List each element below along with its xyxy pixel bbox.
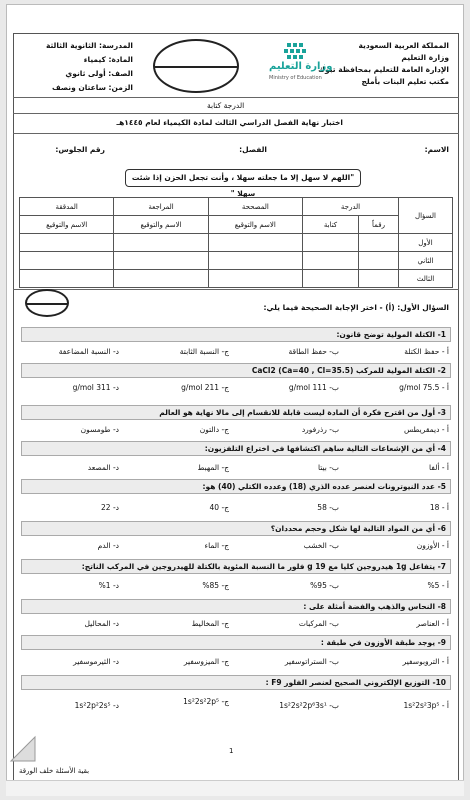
question-2: 2- الكتلة المولية للمركب CaCl2 (Ca=40 , Cl=35.5) [21, 363, 451, 378]
grade-circle-top [153, 39, 239, 93]
q1-option-a: أ - حفظ الكتلة [404, 347, 449, 356]
row-third: الثالث [399, 270, 453, 288]
page-number: 1 [229, 747, 234, 755]
q10-option-b: ب- 1s²2s²2p⁶3s¹ [279, 701, 339, 710]
grades-table [19, 197, 453, 288]
header-line-1: المملكة العربية السعودية [358, 41, 449, 50]
student-name-label: الاسم: [424, 145, 449, 154]
q4-option-a: أ - ألفا [428, 463, 449, 472]
question-7: 7- يتفاعل 1g هيدروجين كليا مع 19 g فلور ما النسبة المئوية بالكتلة للهيدروجين في المركب الناتج: [21, 559, 451, 574]
q2-option-d: د- 311 g/mol [72, 383, 119, 392]
page-curl-icon [9, 735, 37, 763]
logo-subtext: Ministry of Education [269, 75, 322, 81]
q3-option-a: أ - ديمقريطس [403, 425, 449, 434]
motto-box: "اللهم لا سهل إلا ما جعلته سهلا ، وأنت تجعل الحزن إذا شئت سهلا " [125, 169, 361, 187]
exam-page [6, 4, 464, 796]
row-first: الأول [399, 234, 453, 252]
header-line-2: وزارة التعليم [401, 53, 449, 62]
class-label: الفصل: [239, 145, 267, 154]
writing-header: كتابة [303, 216, 359, 234]
q9-option-b: ب- الستراتوسفير [284, 657, 339, 666]
corrector-header: المصححة [208, 198, 302, 216]
question-5: 5- عدد النيوترونات لعنصر عدده الذري (18) وعدده الكتلي (40) هو: [21, 479, 451, 494]
corrector-sig-header: الاسم والتوقيع [208, 216, 302, 234]
q4-option-d: د- المصعد [87, 463, 119, 472]
grade-circle-question [25, 289, 69, 317]
q6-option-b: ب- الخشب [303, 541, 339, 550]
q1-option-d: د- النسبة المضاعفة [58, 347, 119, 356]
q3-option-b: ب- رذرفورد [301, 425, 339, 434]
question-6: 6- أي من المواد التالية لها شكل وحجم محددان؟ [21, 521, 451, 536]
score-header: الدرجة [303, 198, 399, 216]
q5-option-d: د- 22 [101, 503, 119, 512]
q5-option-a: أ - 18 [429, 503, 449, 512]
question-9: 9- يوجد طبقة الأوزون في طبقة : [21, 635, 451, 650]
header-line-3: الإدارة العامة للتعليم بمحافظة تبوك [318, 65, 449, 74]
grade-label: الصف: أولى ثانوي [65, 69, 133, 78]
q5-option-b: ب- 58 [317, 503, 339, 512]
question-1: 1- الكتلة المولية توضح قانون: [21, 327, 451, 342]
logo-text: وزارة التعليم [269, 61, 333, 72]
question-3: 3- أول من اقترح فكرة أن المادة ليست قابلة للانقسام إلى مالا نهاية هو العالم [21, 405, 451, 420]
seat-number-label: رقم الجلوس: [55, 145, 105, 154]
q4-option-c: ج- المهبط [197, 463, 229, 472]
q9-option-c: ج- الميزوسفير [183, 657, 229, 666]
question-header: السؤال [399, 198, 453, 234]
digits-header: رقماً [359, 216, 399, 234]
q1-option-b: ب- حفظ الطاقة [288, 347, 339, 356]
q7-option-b: ب- 95% [310, 581, 339, 590]
q9-option-a: أ - التروبوسفير [402, 657, 449, 666]
row-second: الثاني [399, 252, 453, 270]
q2-option-a: أ - 75.5 g/mol [399, 383, 449, 392]
written-grade-label: الدرجة كتابة [207, 101, 245, 110]
q7-option-d: د- 1% [98, 581, 119, 590]
question-8: 8- النحاس والذهب والفضة أمثلة على : [21, 599, 451, 614]
q8-option-b: ب- المركبات [298, 619, 339, 628]
q2-option-b: ب- 111 g/mol [288, 383, 339, 392]
checker-sig-header: الاسم والتوقيع [20, 216, 114, 234]
time-label: الزمن: ساعتان ونصف [51, 83, 133, 92]
q8-option-d: د- المحاليل [84, 619, 119, 628]
q4-option-b: ب- بيتا [317, 463, 339, 472]
subject-label: المادة: كيمياء [83, 55, 133, 64]
q6-option-d: د- الدم [97, 541, 119, 550]
reviewer-header: المراجعة [114, 198, 208, 216]
q9-option-d: د- الثيرموسفير [73, 657, 119, 666]
exam-title: اختبار نهاية الفصل الدراسي الثالث لمادة الكيمياء لعام ١٤٤٥هـ [116, 118, 343, 127]
q5-option-c: ج- 40 [209, 503, 229, 512]
q10-option-d: د- 1s²2p²2s⁵ [74, 701, 119, 710]
reviewer-sig-header: الاسم والتوقيع [114, 216, 208, 234]
question-10: 10- التوزيع الإلكتروني الصحيح لعنصر الفلور F9 : [21, 675, 451, 690]
header-line-4: مكتب تعليم البنات بأملج [361, 77, 449, 86]
next-page-strip [6, 780, 464, 796]
q10-option-c: ج- 1s²2s²2p⁵ [183, 697, 229, 706]
q3-option-c: ج- دالتون [199, 425, 229, 434]
q6-option-c: ج- الماء [204, 541, 229, 550]
q7-option-c: ج- 85% [202, 581, 229, 590]
q2-option-c: ج- 211 g/mol [181, 383, 229, 392]
q3-option-d: د- طومسون [80, 425, 119, 434]
school-label: المدرسة: الثانوية الثالثة [45, 41, 133, 50]
question-4: 4- أي من الإشعاعات التالية ساهم اكتشافها في اختراع التلفزيون: [21, 441, 451, 456]
q8-option-c: ج- المخاليط [191, 619, 229, 628]
continue-note: بقية الأسئلة خلف الورقة [19, 767, 90, 775]
q8-option-a: أ - العناصر [416, 619, 449, 628]
section-title: السؤال الأول: (أ) - اختر الإجابة الصحيحة فيما يلي: [263, 303, 449, 312]
q1-option-c: ج- النسبة الثابتة [179, 347, 229, 356]
q7-option-a: أ - 5% [427, 581, 449, 590]
q6-option-a: أ - الأوزون [416, 541, 449, 550]
checker-header: المدققة [20, 198, 114, 216]
q10-option-a: أ - 1s²2s²3p⁵ [403, 701, 449, 710]
